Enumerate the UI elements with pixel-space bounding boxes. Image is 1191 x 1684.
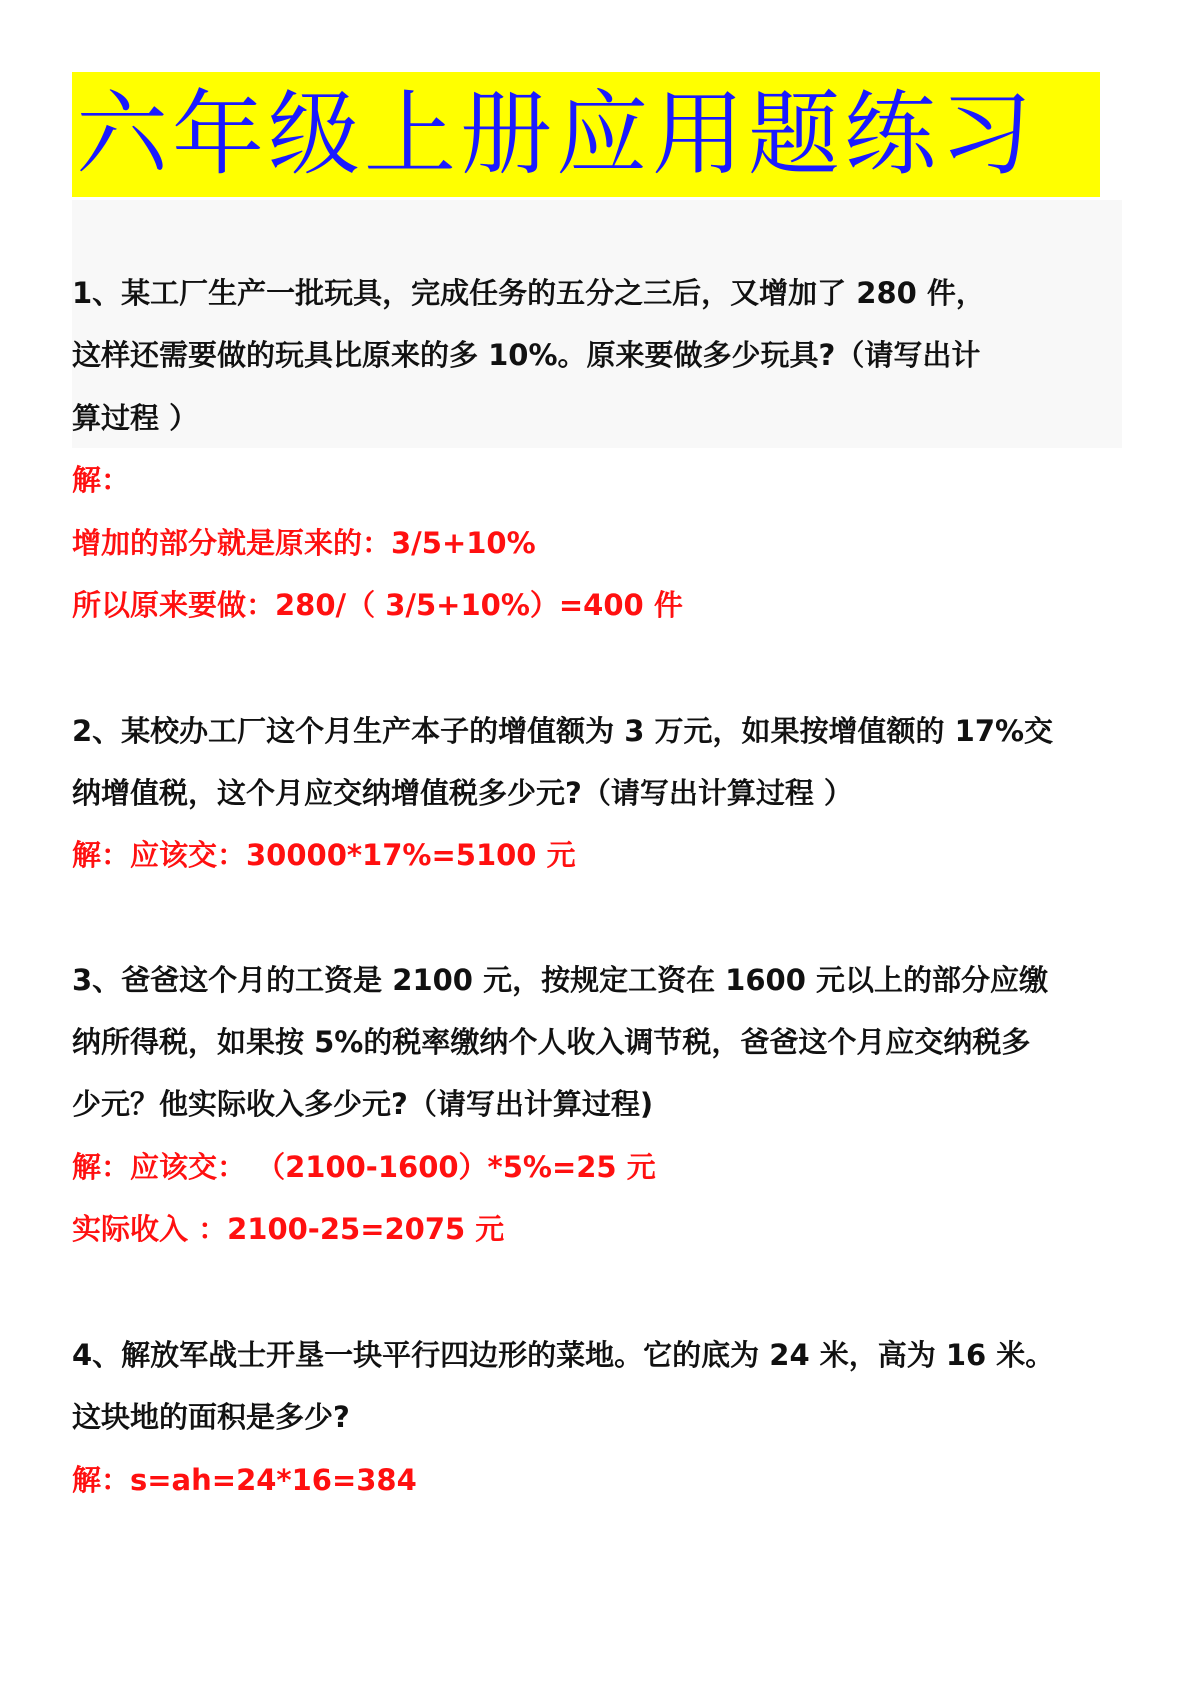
answer-text: 解：s=ah=24*16=384: [72, 1463, 417, 1497]
answer-text: 解：应该交： （2100-1600）*5%=25 元: [72, 1150, 656, 1184]
answer-text: 解：: [72, 463, 131, 497]
question-text: 这样还需要做的玩具比原来的多 10%。原来要做多少玩具?（请写出计: [72, 338, 981, 372]
question-text: 3、爸爸这个月的工资是 2100 元，按规定工资在 1600 元以上的部分应缴: [72, 963, 1048, 997]
question-text: 算过程 ）: [72, 401, 199, 435]
page-title: 六年级上册应用题练习: [76, 81, 1037, 188]
question-text: 1、某工厂生产一批玩具，完成任务的五分之三后，又增加了 280 件，: [72, 276, 985, 310]
answer-text: 所以原来要做：280/（ 3/5+10%）=400 件: [72, 588, 683, 622]
answer-text: 增加的部分就是原来的：3/5+10%: [72, 526, 536, 560]
answer-text: 实际收入 ：2100-25=2075 元: [72, 1212, 505, 1246]
answer-text: 解：应该交：30000*17%=5100 元: [72, 838, 576, 872]
question-text: 4、解放军战士开垦一块平行四边形的菜地。它的底为 24 米，高为 16 米。: [72, 1338, 1055, 1372]
question-text: 纳所得税，如果按 5%的税率缴纳个人收入调节税，爸爸这个月应交纳税多: [72, 1025, 1031, 1059]
question-text: 2、某校办工厂这个月生产本子的增值额为 3 万元，如果按增值额的 17%交: [72, 714, 1054, 748]
question-text: 这块地的面积是多少?: [72, 1400, 350, 1434]
question-text: 纳增值税，这个月应交纳增值税多少元?（请写出计算过程 ）: [72, 776, 853, 810]
question-text: 少元？他实际收入多少元?（请写出计算过程): [72, 1087, 654, 1121]
